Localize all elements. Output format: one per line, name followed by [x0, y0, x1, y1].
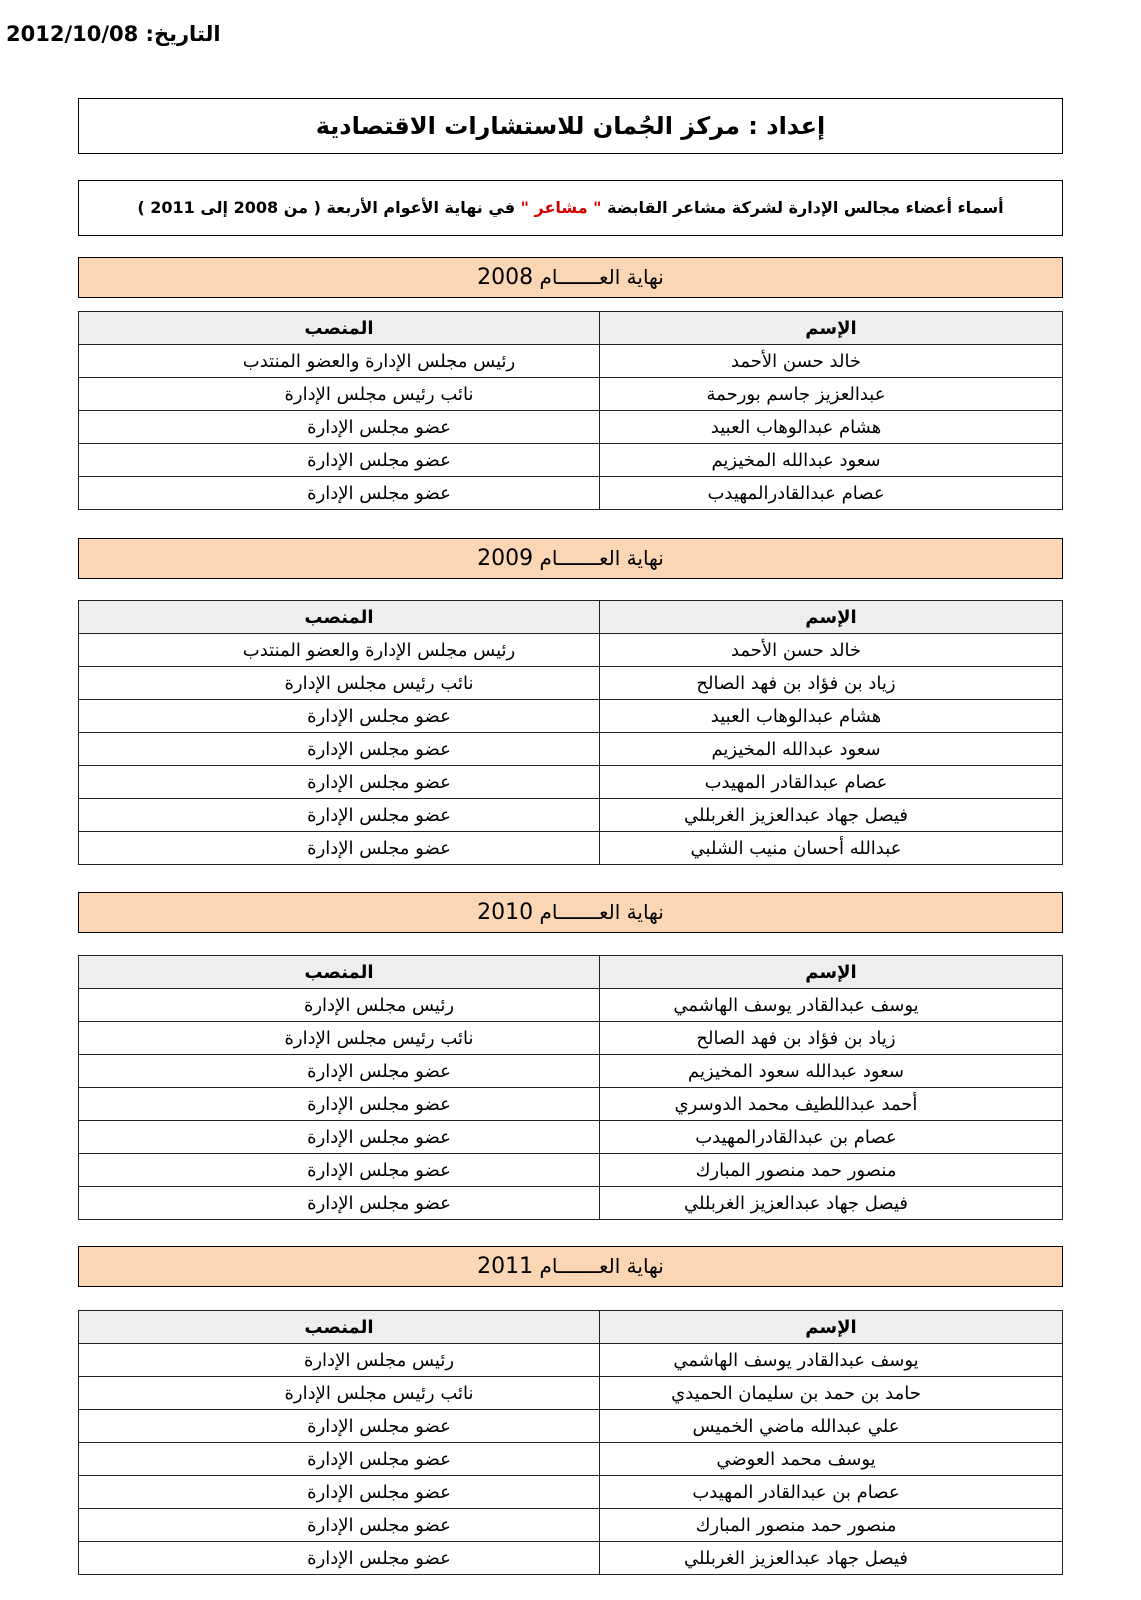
- member-name: يوسف محمد العوضي: [600, 1443, 1063, 1476]
- member-position: عضو مجلس الإدارة: [79, 799, 600, 832]
- table-row: [79, 766, 1063, 799]
- member-name: عصام بن عبدالقادر المهيدب: [600, 1476, 1063, 1509]
- table-row: [79, 1055, 1063, 1088]
- table-row: [79, 1088, 1063, 1121]
- member-position: نائب رئيس مجلس الإدارة: [79, 378, 600, 411]
- table-row: [79, 1154, 1063, 1187]
- year-label: نهاية العـــــــام: [539, 1254, 664, 1278]
- table-row: [79, 989, 1063, 1022]
- board-table-2008: [78, 311, 1063, 510]
- company-name-highlight: " مشاعر ": [520, 198, 602, 217]
- member-position: عضو مجلس الإدارة: [79, 832, 600, 865]
- member-position: عضو مجلس الإدارة: [79, 1476, 600, 1509]
- year-value: 2008: [477, 265, 534, 290]
- member-name: خالد حسن الأحمد: [600, 345, 1063, 378]
- member-name: عبدالعزيز جاسم بورحمة: [600, 378, 1063, 411]
- member-position: عضو مجلس الإدارة: [79, 1410, 600, 1443]
- member-position: نائب رئيس مجلس الإدارة: [79, 1022, 600, 1055]
- subtitle-text-end: في نهاية الأعوام الأربعة ( من 2008 إلى 2011 ): [137, 198, 521, 217]
- member-position: رئيس مجلس الإدارة: [79, 1344, 600, 1377]
- table-row: [79, 1344, 1063, 1377]
- member-name: هشام عبدالوهاب العبيد: [600, 411, 1063, 444]
- column-header-position: المنصب: [79, 312, 600, 345]
- member-name: عبدالله أحسان منيب الشلبي: [600, 832, 1063, 865]
- member-name: منصور حمد منصور المبارك: [600, 1154, 1063, 1187]
- member-name: أحمد عبداللطيف محمد الدوسري: [600, 1088, 1063, 1121]
- table-row: [79, 733, 1063, 766]
- document-date: التاريخ: 2012/10/08: [6, 22, 221, 46]
- table-row: [79, 1542, 1063, 1575]
- table-header-row: [79, 312, 1063, 345]
- member-name: حامد بن حمد بن سليمان الحميدي: [600, 1377, 1063, 1410]
- member-position: رئيس مجلس الإدارة والعضو المنتدب: [79, 345, 600, 378]
- subtitle-text-start: أسماء أعضاء مجالس الإدارة لشركة مشاعر القابضة: [601, 198, 1004, 217]
- member-name: عصام عبدالقادرالمهيدب: [600, 477, 1063, 510]
- member-name: عصام بن عبدالقادرالمهيدب: [600, 1121, 1063, 1154]
- member-position: عضو مجلس الإدارة: [79, 1088, 600, 1121]
- table-row: [79, 1121, 1063, 1154]
- table-row: [79, 799, 1063, 832]
- member-name: زياد بن فؤاد بن فهد الصالح: [600, 1022, 1063, 1055]
- member-position: عضو مجلس الإدارة: [79, 1542, 600, 1575]
- member-position: رئيس مجلس الإدارة: [79, 989, 600, 1022]
- table-row: [79, 1022, 1063, 1055]
- table-row: [79, 411, 1063, 444]
- board-table-2011: [78, 1310, 1063, 1575]
- prepared-by-title: إعداد : مركز الجُمان للاستشارات الاقتصادية: [78, 98, 1063, 154]
- column-header-name: الإسم: [600, 956, 1063, 989]
- year-label: نهاية العـــــــام: [539, 900, 664, 924]
- member-name: يوسف عبدالقادر يوسف الهاشمي: [600, 1344, 1063, 1377]
- member-name: هشام عبدالوهاب العبيد: [600, 700, 1063, 733]
- member-position: نائب رئيس مجلس الإدارة: [79, 667, 600, 700]
- year-value: 2010: [477, 900, 534, 925]
- member-position: عضو مجلس الإدارة: [79, 766, 600, 799]
- member-position: عضو مجلس الإدارة: [79, 477, 600, 510]
- member-name: علي عبدالله ماضي الخميس: [600, 1410, 1063, 1443]
- document-subtitle: [78, 180, 1063, 236]
- table-row: [79, 444, 1063, 477]
- member-name: منصور حمد منصور المبارك: [600, 1509, 1063, 1542]
- column-header-name: الإسم: [600, 312, 1063, 345]
- member-position: عضو مجلس الإدارة: [79, 1154, 600, 1187]
- year-label: نهاية العـــــــام: [539, 265, 664, 289]
- member-position: عضو مجلس الإدارة: [79, 1187, 600, 1220]
- member-position: عضو مجلس الإدارة: [79, 1121, 600, 1154]
- year-header-2010: [78, 892, 1063, 933]
- member-position: رئيس مجلس الإدارة والعضو المنتدب: [79, 634, 600, 667]
- table-row: [79, 1377, 1063, 1410]
- member-name: فيصل جهاد عبدالعزيز الغربللي: [600, 799, 1063, 832]
- column-header-name: الإسم: [600, 1311, 1063, 1344]
- column-header-name: الإسم: [600, 601, 1063, 634]
- year-value: 2011: [477, 1254, 534, 1279]
- member-position: عضو مجلس الإدارة: [79, 444, 600, 477]
- member-name: سعود عبدالله المخيزيم: [600, 444, 1063, 477]
- year-label: نهاية العـــــــام: [539, 546, 664, 570]
- member-position: عضو مجلس الإدارة: [79, 411, 600, 444]
- table-row: [79, 477, 1063, 510]
- table-row: [79, 700, 1063, 733]
- table-row: [79, 345, 1063, 378]
- year-header-2008: [78, 257, 1063, 298]
- table-header-row: [79, 956, 1063, 989]
- table-row: [79, 667, 1063, 700]
- table-row: [79, 1476, 1063, 1509]
- table-row: [79, 1509, 1063, 1542]
- member-position: عضو مجلس الإدارة: [79, 1055, 600, 1088]
- member-name: خالد حسن الأحمد: [600, 634, 1063, 667]
- member-name: فيصل جهاد عبدالعزيز الغربللي: [600, 1187, 1063, 1220]
- year-header-2009: [78, 538, 1063, 579]
- table-row: [79, 1187, 1063, 1220]
- table-row: [79, 1443, 1063, 1476]
- year-header-2011: [78, 1246, 1063, 1287]
- member-position: عضو مجلس الإدارة: [79, 700, 600, 733]
- board-table-2010: [78, 955, 1063, 1220]
- member-name: عصام عبدالقادر المهيدب: [600, 766, 1063, 799]
- member-name: زياد بن فؤاد بن فهد الصالح: [600, 667, 1063, 700]
- table-row: [79, 634, 1063, 667]
- table-header-row: [79, 1311, 1063, 1344]
- member-position: عضو مجلس الإدارة: [79, 733, 600, 766]
- column-header-position: المنصب: [79, 956, 600, 989]
- member-name: يوسف عبدالقادر يوسف الهاشمي: [600, 989, 1063, 1022]
- table-row: [79, 832, 1063, 865]
- board-table-2009: [78, 600, 1063, 865]
- year-value: 2009: [477, 546, 534, 571]
- column-header-position: المنصب: [79, 1311, 600, 1344]
- member-name: فيصل جهاد عبدالعزيز الغربللي: [600, 1542, 1063, 1575]
- member-name: سعود عبدالله المخيزيم: [600, 733, 1063, 766]
- member-position: عضو مجلس الإدارة: [79, 1443, 600, 1476]
- column-header-position: المنصب: [79, 601, 600, 634]
- member-position: عضو مجلس الإدارة: [79, 1509, 600, 1542]
- member-name: سعود عبدالله سعود المخيزيم: [600, 1055, 1063, 1088]
- table-row: [79, 1410, 1063, 1443]
- table-header-row: [79, 601, 1063, 634]
- member-position: نائب رئيس مجلس الإدارة: [79, 1377, 600, 1410]
- table-row: [79, 378, 1063, 411]
